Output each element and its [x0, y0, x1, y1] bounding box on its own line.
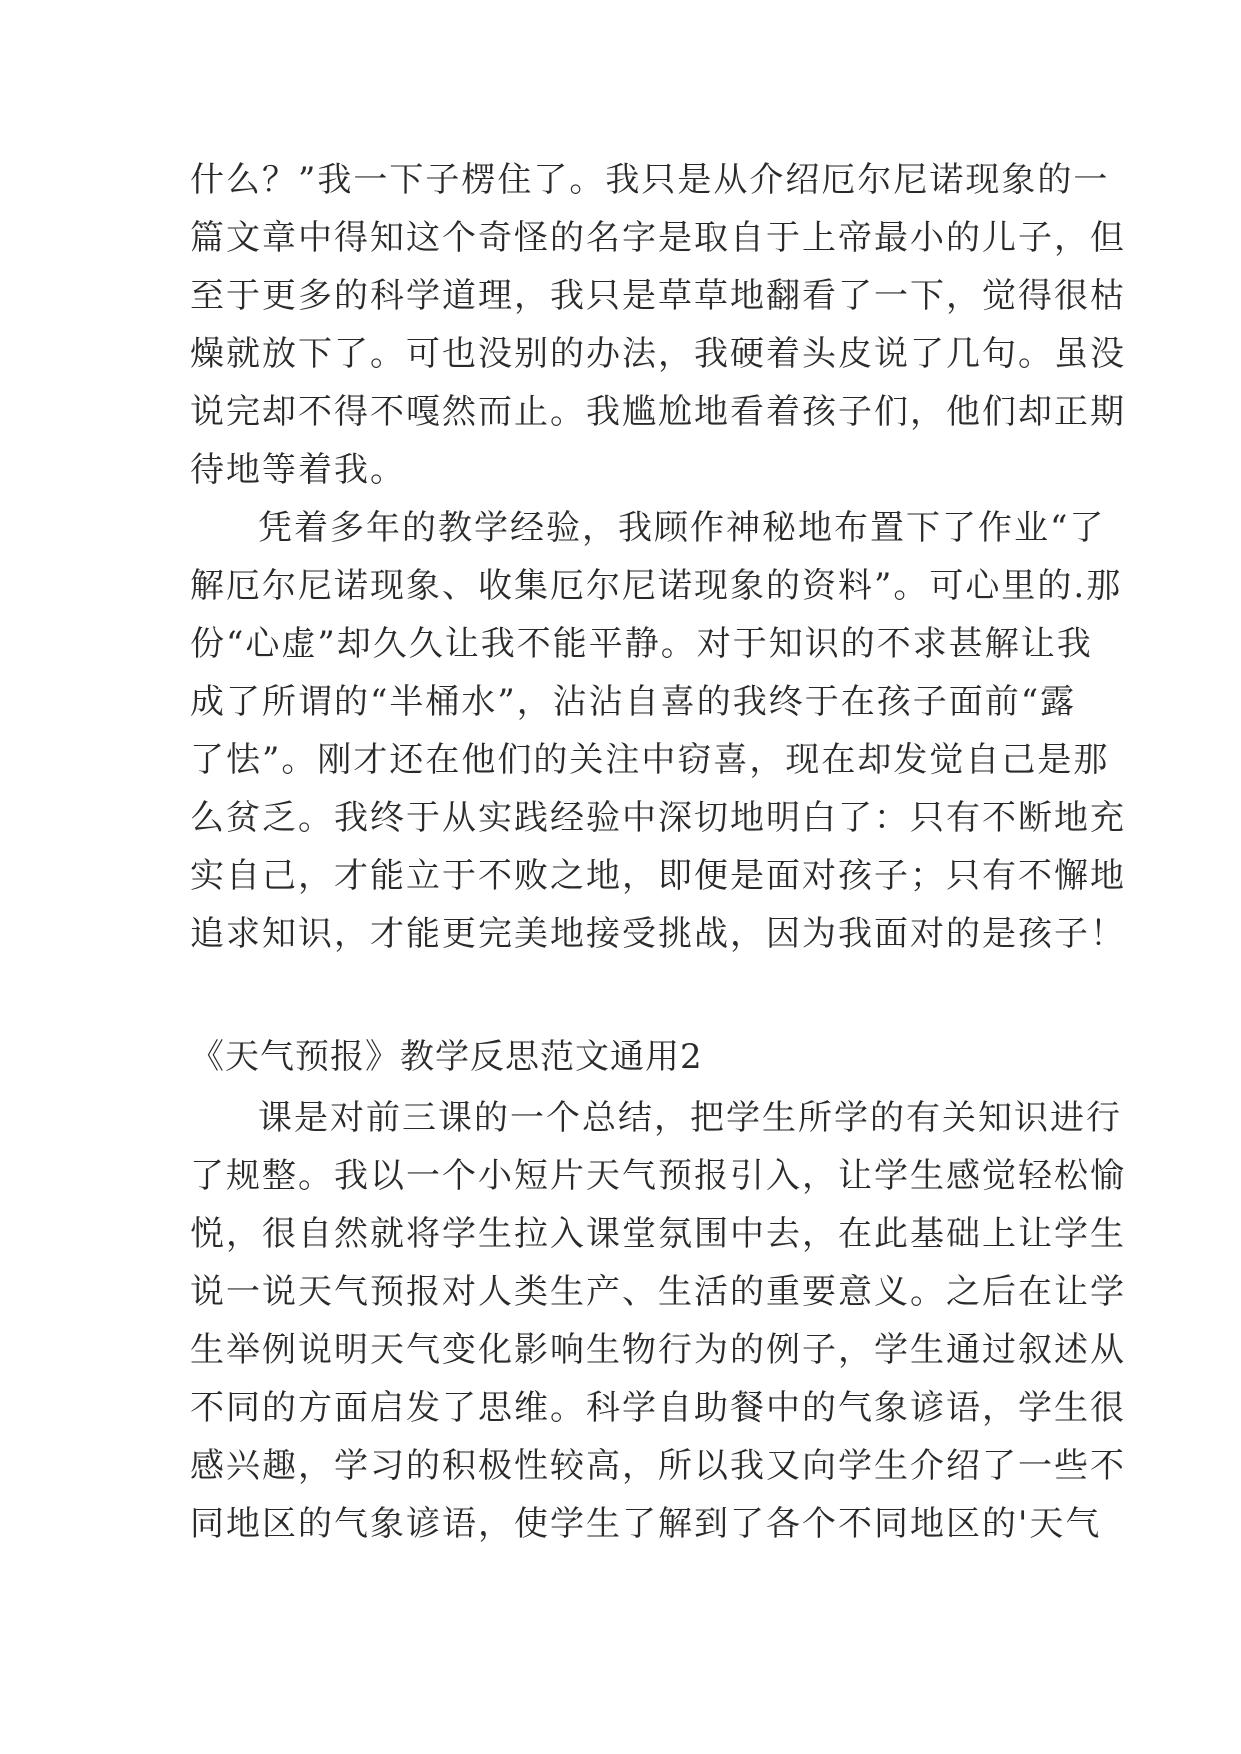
paragraph-block-1 [190, 151, 1126, 963]
section-heading: 《天气预报》教学反思范文通用2 [190, 1037, 703, 1077]
text-line: 实自己，才能立于不败之地，即便是面对孩子；只有不懈地 [190, 856, 1126, 896]
text-line: 什么？”我一下子楞住了。我只是从介绍厄尔尼诺现象的一 [190, 160, 1110, 200]
text-line: 了规整。我以一个小短片天气预报引入，让学生感觉轻松愉 [190, 1156, 1126, 1196]
text-line: 了怯”。刚才还在他们的关注中窃喜，现在却发觉自己是那 [190, 740, 1110, 780]
text-line: 至于更多的科学道理，我只是草草地翻看了一下，觉得很枯 [190, 276, 1126, 316]
text-line: 说完却不得不嘎然而止。我尴尬地看着孩子们，他们却正期 [190, 392, 1126, 432]
paragraph-block-2 [190, 1089, 1126, 1553]
text-line: 说一说天气预报对人类生产、生活的重要意义。之后在让学 [190, 1272, 1126, 1312]
text-line: 燥就放下了。可也没别的办法，我硬着头皮说了几句。虽没 [190, 334, 1126, 374]
text-line: 生举例说明天气变化影响生物行为的例子，学生通过叙述从 [190, 1330, 1126, 1370]
text-line: 成了所谓的“半桶水”，沾沾自喜的我终于在孩子面前“露 [190, 682, 1077, 722]
text-line: 待地等着我。 [190, 450, 406, 490]
text-line: 追求知识，才能更完美地接受挑战，因为我面对的是孩子！ [190, 914, 1126, 954]
text-line: 凭着多年的教学经验，我顾作神秘地布置下了作业“了 [258, 508, 1106, 548]
text-line: 感兴趣，学习的积极性较高，所以我又向学生介绍了一些不 [190, 1446, 1126, 1486]
text-line: 么贫乏。我终于从实践经验中深切地明白了：只有不断地充 [190, 798, 1126, 838]
text-line: 解厄尔尼诺现象、收集厄尔尼诺现象的资料”。可心里的.那 [190, 566, 1123, 606]
text-line: 悦，很自然就将学生拉入课堂氛围中去，在此基础上让学生 [190, 1214, 1126, 1254]
text-line: 篇文章中得知这个奇怪的名字是取自于上帝最小的儿子，但 [190, 218, 1126, 258]
text-line: 份“心虚”却久久让我不能平静。对于知识的不求甚解让我 [190, 624, 1093, 664]
text-line: 不同的方面启发了思维。科学自助餐中的气象谚语，学生很 [190, 1388, 1126, 1428]
text-line: 同地区的气象谚语，使学生了解到了各个不同地区的'天气 [190, 1504, 1102, 1544]
text-line: 课是对前三课的一个总结，把学生所学的有关知识进行 [258, 1098, 1122, 1138]
